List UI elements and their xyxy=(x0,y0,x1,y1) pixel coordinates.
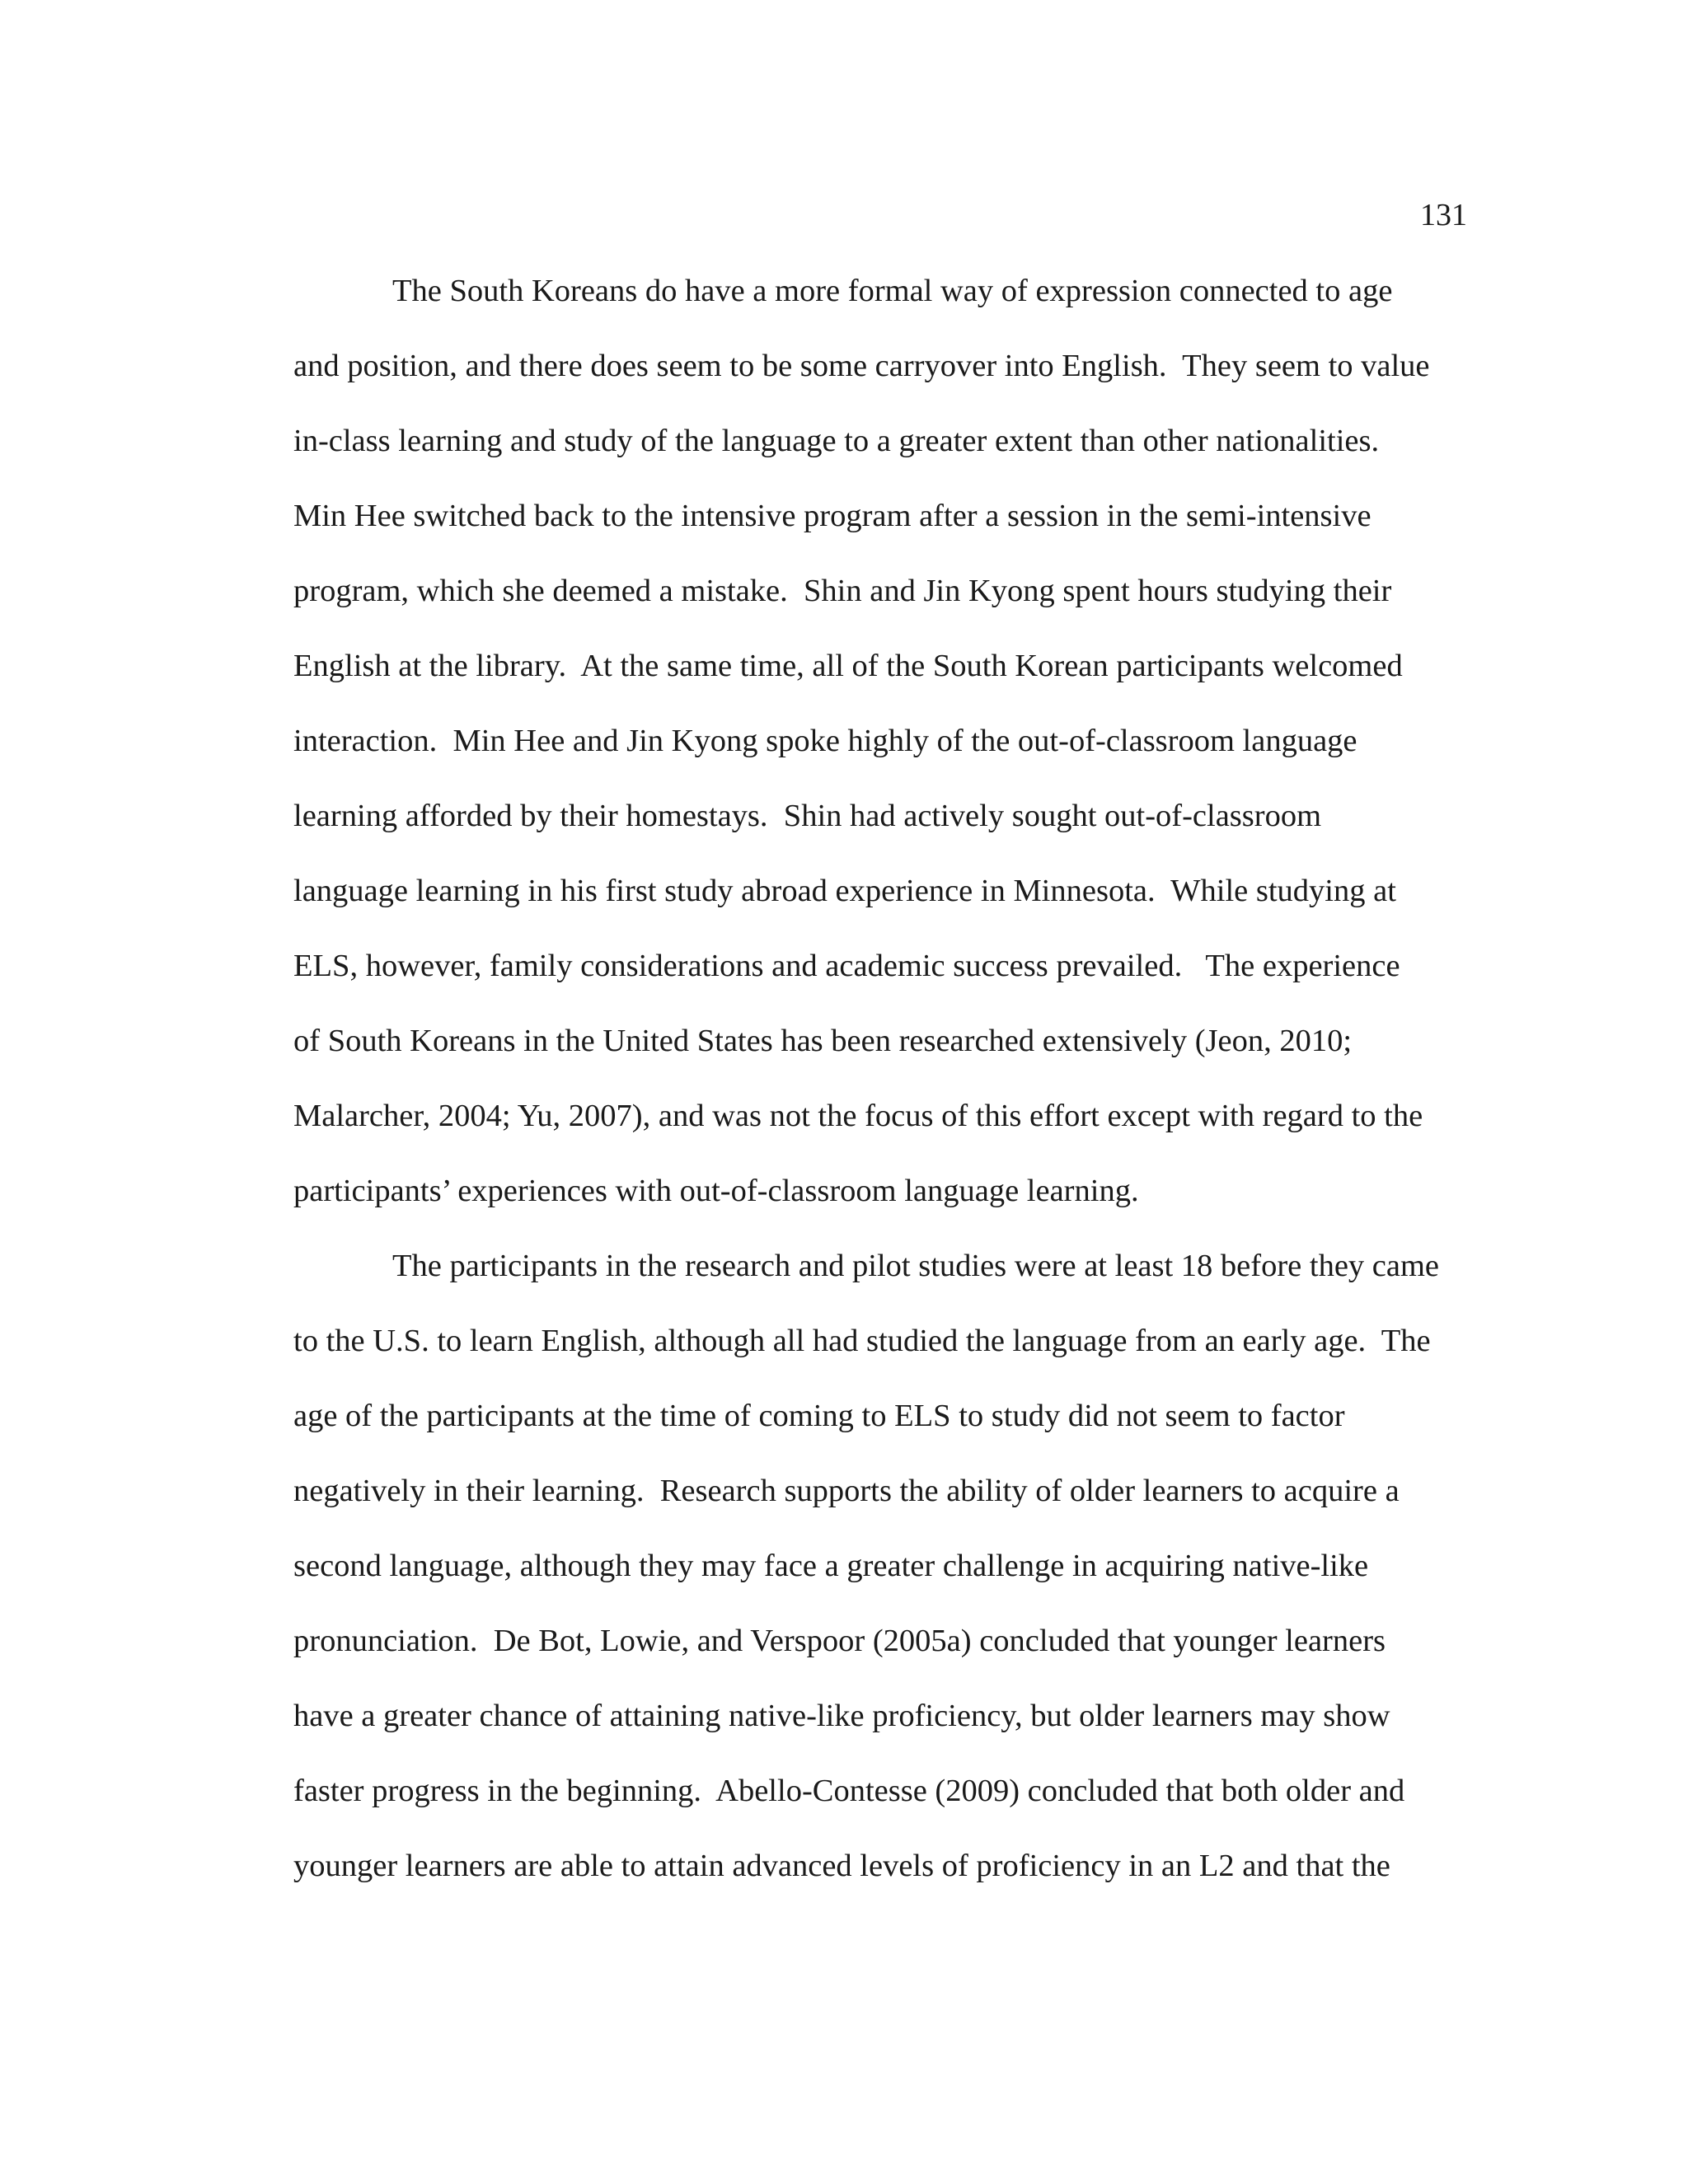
text-line: learning afforded by their homestays. Shin had actively sought out-of-classroom xyxy=(293,799,1322,833)
text-line: have a greater chance of attaining native-like proficiency, but older learners may show xyxy=(293,1699,1390,1733)
text-line: The participants in the research and pilot studies were at least 18 before they came xyxy=(392,1249,1439,1283)
text-line: in-class learning and study of the language to a greater extent than other nationalities. xyxy=(293,424,1380,458)
paragraph-2 xyxy=(293,1229,1480,1904)
text-line: and position, and there does seem to be some carryover into English. They seem to value xyxy=(293,349,1430,383)
text-line: of South Koreans in the United States has been researched extensively (Jeon, 2010; xyxy=(293,1024,1353,1058)
text-line: English at the library. At the same time, all of the South Korean participants welcomed xyxy=(293,649,1403,683)
text-line: Min Hee switched back to the intensive program after a session in the semi-intensive xyxy=(293,499,1372,533)
text-line: faster progress in the beginning. Abello-Contesse (2009) concluded that both older and xyxy=(293,1774,1405,1808)
text-line: language learning in his first study abroad experience in Minnesota. While studying at xyxy=(293,874,1396,908)
text-line: participants’ experiences with out-of-classroom language learning. xyxy=(293,1174,1139,1208)
text-line: The South Koreans do have a more formal way of expression connected to age xyxy=(392,274,1393,308)
text-line: to the U.S. to learn English, although all had studied the language from an early age. The xyxy=(293,1324,1431,1358)
text-line: program, which she deemed a mistake. Shin and Jin Kyong spent hours studying their xyxy=(293,574,1392,608)
body-text xyxy=(293,254,1480,1904)
text-line: interaction. Min Hee and Jin Kyong spoke highly of the out-of-classroom language xyxy=(293,724,1357,758)
text-line: negatively in their learning. Research supports the ability of older learners to acquire a xyxy=(293,1474,1400,1508)
text-line: younger learners are able to attain advanced levels of proficiency in an L2 and that the xyxy=(293,1849,1390,1883)
page-number: 131 xyxy=(1420,198,1467,232)
text-line: age of the participants at the time of coming to ELS to study did not seem to factor xyxy=(293,1399,1345,1433)
text-line: second language, although they may face a greater challenge in acquiring native-like xyxy=(293,1549,1369,1583)
text-line: ELS, however, family considerations and academic success prevailed. The experience xyxy=(293,949,1400,983)
text-line: Malarcher, 2004; Yu, 2007), and was not the focus of this effort except with regard to the xyxy=(293,1099,1423,1133)
text-line: pronunciation. De Bot, Lowie, and Verspoor (2005a) concluded that younger learners xyxy=(293,1624,1386,1658)
paragraph-1 xyxy=(293,254,1480,1229)
